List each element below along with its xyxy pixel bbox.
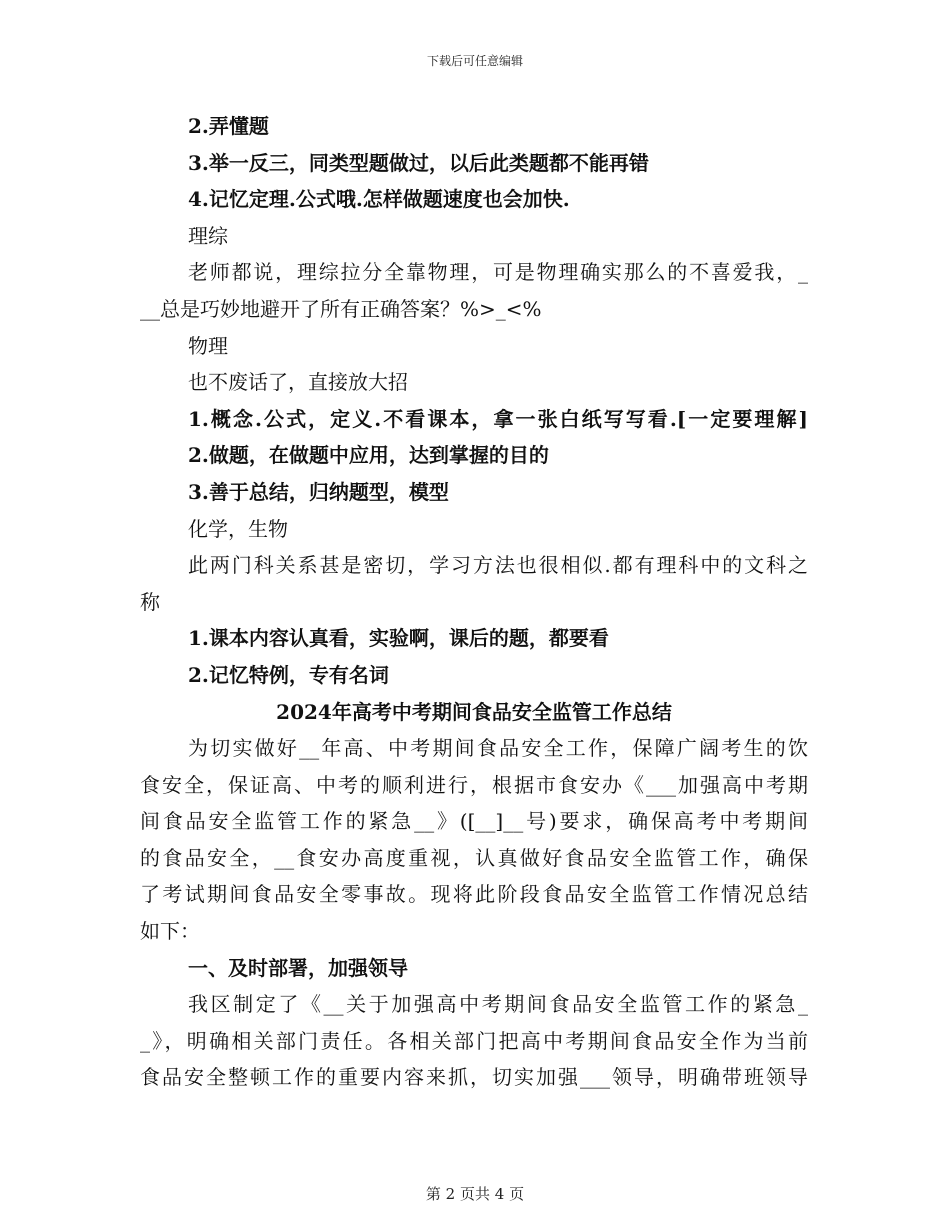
page-header: 下载后可任意编辑 (426, 54, 523, 68)
text-line: 老师都说，理综拉分全靠物理，可是物理确实那么的不喜爱我，_ (188, 260, 808, 285)
text-line: 了考试期间食品安全零事故。现将此阶段食品安全监管工作情况总结 (140, 882, 808, 907)
text-line: 1.概念.公式，定义.不看课本，拿一张白纸写写看.[一定要理解] (188, 406, 808, 431)
text-line: 3.善于总结，归纳题型，模型 (188, 479, 449, 504)
text-line: 一、及时部署，加强领导 (188, 955, 408, 980)
text-line: __总是巧妙地避开了所有正确答案？%>_<% (140, 296, 542, 321)
text-line: 3.举一反三，同类型题做过，以后此类题都不能再错 (188, 150, 649, 175)
text-line: 1.课本内容认真看，实验啊，课后的题，都要看 (188, 626, 609, 651)
text-line: 物理 (188, 333, 228, 358)
text-line: 如下： (140, 919, 200, 944)
text-line: 化学，生物 (188, 516, 288, 541)
text-line: 的食品安全，__食安办高度重视，认真做好食品安全监管工作，确保 (140, 845, 808, 870)
text-line: 理综 (188, 223, 228, 248)
text-line: 食安全，保证高、中考的顺利进行，根据市食安办《___加强高中考期 (140, 772, 808, 797)
page-footer: 第 2 页共 4 页 (425, 1185, 525, 1203)
text-line: 称 (140, 589, 160, 614)
text-line: 4.记忆定理.公式哦.怎样做题速度也会加快. (188, 187, 570, 212)
text-line: 也不废话了，直接放大招 (188, 370, 408, 395)
text-line: 食品安全整顿工作的重要内容来抓，切实加强___领导，明确带班领导 (140, 1065, 808, 1090)
document-body (140, 108, 808, 1096)
text-line: 2.记忆特例，专有名词 (188, 662, 389, 687)
text-line: 我区制定了《__关于加强高中考期间食品安全监管工作的紧急_ (188, 992, 808, 1017)
text-line: 2.弄懂题 (188, 114, 269, 138)
text-line: 2.做题，在做题中应用，达到掌握的目的 (188, 443, 549, 468)
text-line: _》，明确相关部门责任。各相关部门把高中考期间食品安全作为当前 (140, 1028, 808, 1053)
text-line: 2024年高考中考期间食品安全监管工作总结 (276, 699, 672, 724)
text-line: 间食品安全监管工作的紧急__》([__]__号)要求，确保高考中考期间 (140, 809, 808, 834)
text-line: 此两门科关系甚是密切，学习方法也很相似.都有理科中的文科之 (188, 553, 808, 578)
text-line: 为切实做好__年高、中考期间食品安全工作，保障广阔考生的饮 (188, 736, 808, 761)
